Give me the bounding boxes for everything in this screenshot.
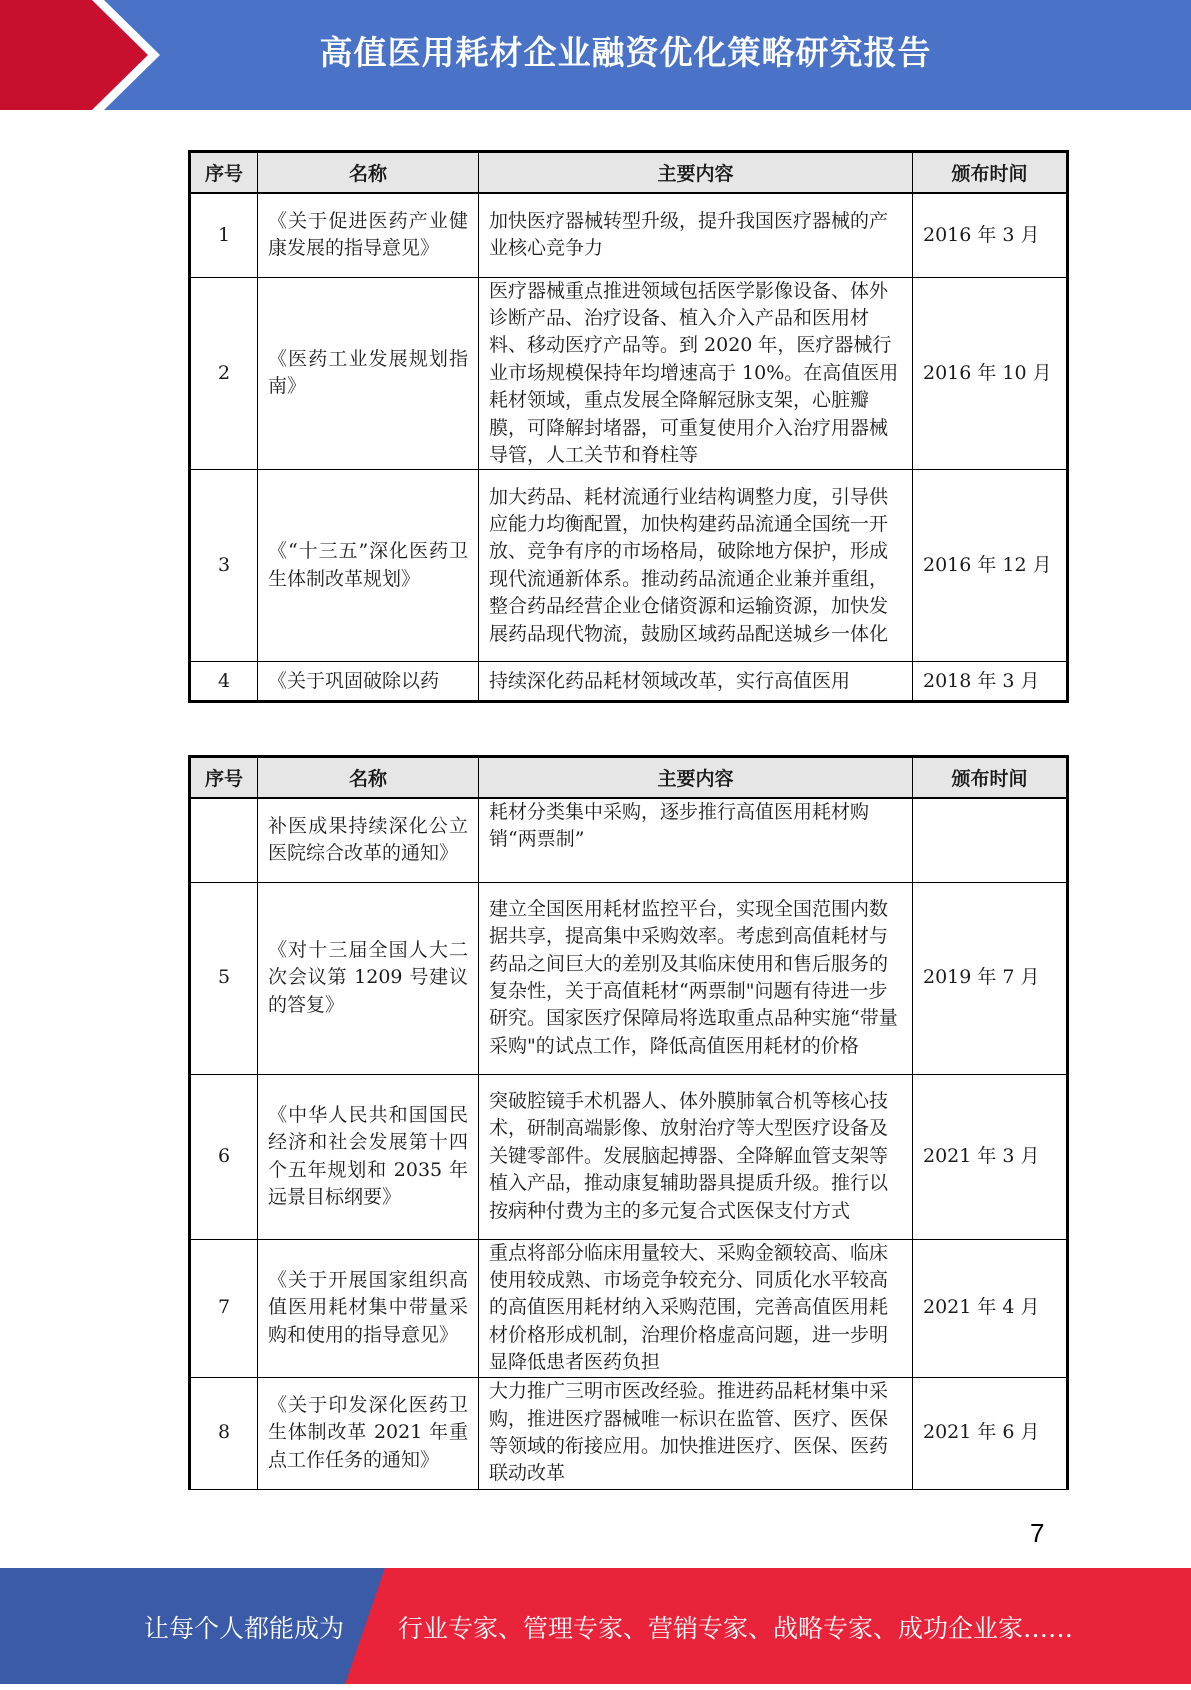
table-header-row [190,152,1068,194]
col-header-name: 名称 [258,152,479,194]
header-arrow-flag [0,0,160,110]
row-num: 5 [190,882,258,1074]
row-date [913,798,1068,882]
table-row [190,1239,1068,1377]
row-num: 1 [190,193,258,277]
row-name: 《“十三五”深化医药卫生体制改革规划》 [258,470,479,662]
page-number: 7 [1030,1518,1045,1548]
table-row [190,277,1068,470]
row-content: 大力推广三明市医改经验。推进药品耗材集中采购，推进医疗器械唯一标识在监管、医疗、医保等领域的衔接应用。加快推进医疗、医保、医药联动改革 [479,1377,913,1489]
row-num: 4 [190,662,258,702]
row-name: 《关于促进医药产业健康发展的指导意见》 [258,193,479,277]
row-num [190,798,258,882]
table-row [190,1074,1068,1239]
table-row [190,193,1068,277]
row-date: 2019 年 7 月 [913,882,1068,1074]
row-content: 加快医疗器械转型升级，提升我国医疗器械的产业核心竞争力 [479,193,913,277]
col-header-content: 主要内容 [479,757,913,799]
col-header-date: 颁布时间 [913,152,1068,194]
row-num: 8 [190,1377,258,1489]
row-date: 2021 年 3 月 [913,1074,1068,1239]
row-name: 《中华人民共和国国民经济和社会发展第十四个五年规划和 2035 年远景目标纲要》 [258,1074,479,1239]
table-row [190,798,1068,882]
header-banner [0,0,1191,110]
footer-slogan-left: 让每个人都能成为 [144,1614,345,1643]
col-header-num: 序号 [190,757,258,799]
table-row [190,470,1068,662]
row-name: 《关于开展国家组织高值医用耗材集中带量采购和使用的指导意见》 [258,1239,479,1377]
row-name: 《关于巩固破除以药 [258,662,479,702]
policy-table-1 [188,150,1069,703]
table-row [190,882,1068,1074]
row-num: 3 [190,470,258,662]
row-content: 耗材分类集中采购，逐步推行高值医用耗材购销“两票制” [479,798,913,882]
row-num: 2 [190,277,258,470]
policy-table-2 [188,755,1069,1490]
footer-slogan-right: 行业专家、管理专家、营销专家、战略专家、成功企业家…… [398,1614,1074,1643]
row-name: 《关于印发深化医药卫生体制改革 2021 年重点工作任务的通知》 [258,1377,479,1489]
row-date: 2016 年 3 月 [913,193,1068,277]
row-content: 持续深化药品耗材领域改革，实行高值医用 [479,662,913,702]
col-header-date: 颁布时间 [913,757,1068,799]
table-row [190,1377,1068,1489]
row-date: 2021 年 6 月 [913,1377,1068,1489]
row-date: 2016 年 12 月 [913,470,1068,662]
col-header-name: 名称 [258,757,479,799]
row-content: 重点将部分临床用量较大、采购金额较高、临床使用较成熟、市场竞争较充分、同质化水平较高的高值医用耗材纳入采购范围，完善高值医用耗材价格形成机制，治理价格虚高问题，进一步明显降低患者医药负担 [479,1239,913,1377]
row-name: 补医成果持续深化公立医院综合改革的通知》 [258,798,479,882]
col-header-num: 序号 [190,152,258,194]
col-header-content: 主要内容 [479,152,913,194]
row-date: 2018 年 3 月 [913,662,1068,702]
row-content: 医疗器械重点推进领域包括医学影像设备、体外诊断产品、治疗设备、植入介入产品和医用材料、移动医疗产品等。到 2020 年，医疗器械行业市场规模保持年均增速高于 10%。在高值医用耗材领域，重点发展全降解冠脉支架，心脏瓣膜，可降解封堵器，可重复使用介入治疗用器械导管，人工关节和脊柱等 [479,277,913,470]
table-header-row [190,757,1068,799]
row-num: 7 [190,1239,258,1377]
row-date: 2021 年 4 月 [913,1239,1068,1377]
report-title: 高值医用耗材企业融资优化策略研究报告 [319,33,932,72]
row-num: 6 [190,1074,258,1239]
row-content: 突破腔镜手术机器人、体外膜肺氧合机等核心技术，研制高端影像、放射治疗等大型医疗设备及关键零部件。发展脑起搏器、全降解血管支架等植入产品，推动康复辅助器具提质升级。推行以按病种付费为主的多元复合式医保支付方式 [479,1074,913,1239]
row-content: 加大药品、耗材流通行业结构调整力度，引导供应能力均衡配置，加快构建药品流通全国统一开放、竞争有序的市场格局，破除地方保护，形成现代流通新体系。推动药品流通企业兼并重组，整合药品经营企业仓储资源和运输资源，加快发展药品现代物流，鼓励区域药品配送城乡一体化 [479,470,913,662]
row-name: 《医药工业发展规划指南》 [258,277,479,470]
row-date: 2016 年 10 月 [913,277,1068,470]
row-name: 《对十三届全国人大二次会议第 1209 号建议的答复》 [258,882,479,1074]
row-content: 建立全国医用耗材监控平台，实现全国范围内数据共享，提高集中采购效率。考虑到高值耗材与药品之间巨大的差别及其临床使用和售后服务的复杂性，关于高值耗材“两票制"问题有待进一步研究。国家医疗保障局将选取重点品种实施“带量采购"的试点工作，降低高值医用耗材的价格 [479,882,913,1074]
footer-banner [0,1568,1191,1684]
table-row [190,662,1068,702]
